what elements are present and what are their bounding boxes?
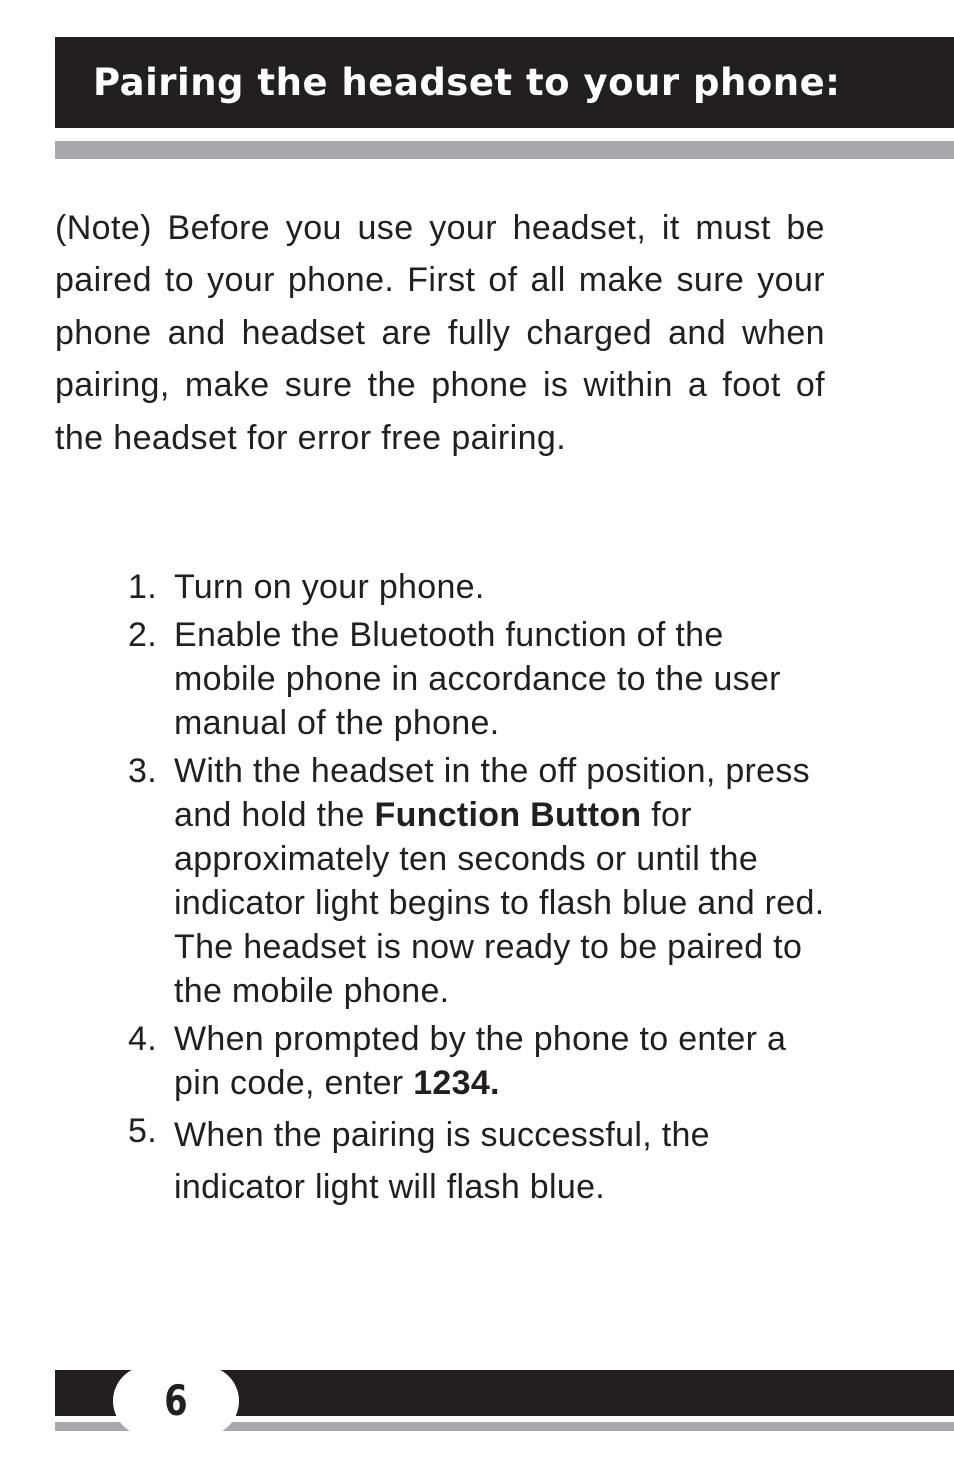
step-number: 3. xyxy=(128,752,157,790)
section-header-bar xyxy=(55,37,954,128)
step-text: When the pairing is successful, the indicator light will flash blue. xyxy=(174,1116,710,1206)
list-item xyxy=(128,1017,828,1105)
step-number: 1. xyxy=(128,568,157,606)
step-text: Turn on your phone. xyxy=(174,568,485,606)
step-number: 5. xyxy=(128,1112,157,1150)
list-item xyxy=(128,749,828,1013)
list-item xyxy=(128,1109,828,1213)
list-item xyxy=(128,565,828,609)
pairing-steps-list xyxy=(128,565,828,1217)
step-text: When prompted by the phone to enter a pin code, enter 1234. xyxy=(174,1020,787,1102)
step-text: With the headset in the off position, press and hold the Function Button for approximately ten seconds or until the indicator light begins to flash blue and red. The headset is now ready to be paired to the mobile phone. xyxy=(174,752,825,1010)
function-button-emphasis: Function Button xyxy=(374,796,642,834)
section-title: Pairing the headset to your phone: xyxy=(93,61,841,104)
page-number: 6 xyxy=(164,1376,188,1425)
step-number: 2. xyxy=(128,616,157,654)
page-number-tab xyxy=(113,1366,239,1436)
step-text: Enable the Bluetooth function of the mobile phone in accordance to the user manual of the phone. xyxy=(174,616,781,742)
step-number: 4. xyxy=(128,1020,157,1058)
list-item xyxy=(128,613,828,745)
pin-code-emphasis: 1234. xyxy=(413,1064,500,1102)
intro-paragraph: (Note) Before you use your headset, it must be paired to your phone. First of all make sure your phone and headset are fully charged and when pairing, make sure the phone is within a foot of the headset for error free pairing. xyxy=(55,209,825,457)
header-divider xyxy=(55,141,954,159)
